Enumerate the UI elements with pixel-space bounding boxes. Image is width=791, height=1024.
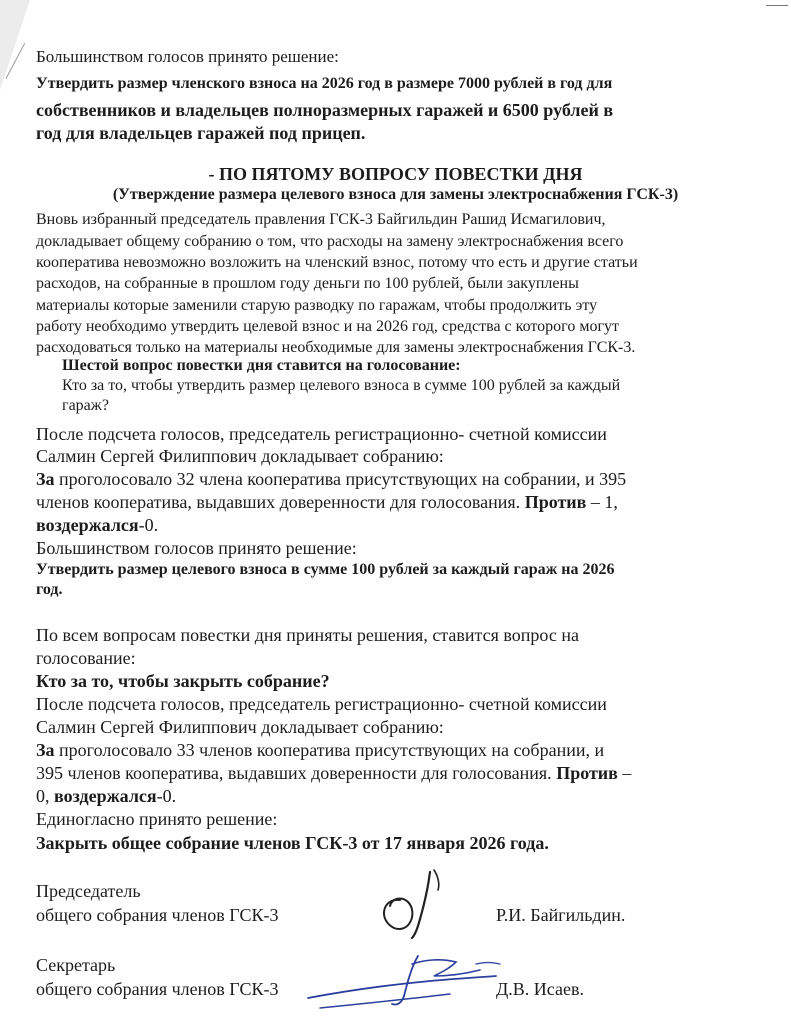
secretary-title: Секретарь	[36, 955, 116, 975]
fee-decision-line: Утвердить размер членского взноса на 2026 год в размере 7000 рублей в год для	[36, 75, 613, 92]
for-label: За	[36, 740, 55, 760]
vote-result-line	[36, 470, 626, 488]
against-count: 0,	[36, 786, 54, 806]
secretary-title: общего собрания членов ГСК-3	[36, 979, 279, 999]
report-line: работу необходимо утвердить целевой взнос и на 2026 год, средства с которого могут	[36, 318, 620, 335]
vote-result-line	[36, 516, 158, 534]
scan-mark	[766, 5, 788, 6]
section-subheading: (Утверждение размера целевого взноса для замены электроснабжения ГСК-3)	[112, 186, 679, 203]
report-line: материалы которые заменили старую разводку по гаражам, чтобы продолжить эту	[36, 297, 598, 314]
count-report-line: Салмин Сергей Филиппович докладывает собранию:	[36, 446, 444, 466]
proxy-text: членов кооператива, выдавших доверенности для голосования.	[36, 492, 525, 512]
folded-corner	[0, 0, 30, 90]
fee-decision-line: собственников и владельцев полноразмерных гаражей и 6500 рублей в	[36, 100, 614, 120]
chairman-name: Р.И. Байгильдин.	[496, 905, 626, 925]
against-label: Против	[524, 492, 587, 512]
vote-question-heading: Шестой вопрос повестки дня ставится на голосование:	[62, 357, 461, 374]
vote-result-line	[36, 741, 604, 759]
closing-question: Кто за то, чтобы закрыть собрание?	[36, 671, 330, 691]
abstain-label: воздержался	[54, 786, 157, 806]
proxy-text: 395 членов кооператива, выдавших доверенности для голосования.	[36, 763, 557, 783]
unanimous-intro: Единогласно принято решение:	[36, 809, 278, 829]
closing-intro-line: По всем вопросам повестки дня приняты решения, ставится вопрос на	[36, 625, 579, 645]
secretary-signature	[300, 946, 510, 1016]
closing-intro-line: голосование:	[36, 648, 136, 668]
abstain-label: воздержался	[36, 515, 139, 535]
decision-intro: Большинством голосов принято решение:	[36, 538, 357, 558]
close-decision: Закрыть общее собрание членов ГСК-3 от 17 января 2026 года.	[36, 833, 549, 853]
abstain-value: -0.	[156, 786, 177, 806]
report-line: Вновь избранный председатель правления ГСК-3 Байгильдин Рашид Исмагилович,	[36, 211, 606, 228]
section-heading: - ПО ПЯТОМУ ВОПРОСУ ПОВЕСТКИ ДНЯ	[208, 164, 583, 184]
count-report-line: После подсчета голосов, председатель регистрационно- счетной комиссии	[36, 694, 607, 714]
target-fee-decision-line: Утвердить размер целевого взноса в сумме 100 рублей за каждый гараж на 2026	[36, 561, 615, 578]
for-text: проголосовало 32 члена кооператива присутствующих на собрании, и 395	[54, 469, 627, 489]
report-line: докладывает общему собранию о том, что расходы на замену электроснабжения всего	[36, 233, 624, 250]
target-fee-decision-line: год.	[36, 581, 63, 598]
against-label: Против	[556, 763, 618, 783]
vote-result-line	[36, 764, 631, 782]
against-value: –	[617, 763, 632, 783]
count-report-line: После подсчета голосов, председатель регистрационно- счетной комиссии	[36, 424, 607, 444]
vote-result-line	[36, 493, 618, 511]
report-line: кооператива невозможно возложить на членский взнос, потому что есть и другие статьи	[36, 254, 638, 271]
chairman-title: Председатель	[36, 881, 141, 901]
vote-question-line: гараж?	[62, 397, 109, 414]
against-value: – 1,	[586, 492, 618, 512]
secretary-name: Д.В. Исаев.	[496, 979, 584, 999]
chairman-signature	[372, 862, 472, 942]
for-text: проголосовало 33 членов кооператива присутствующих на собрании, и	[54, 740, 605, 760]
fee-decision-line: год для владельцев гаражей под прицеп.	[36, 123, 366, 143]
decision-intro: Большинством голосов принято решение:	[36, 47, 339, 66]
report-line: расходов, на собранные в прошлом году деньги по 100 рублей, были закуплены	[36, 275, 579, 292]
vote-result-line	[36, 787, 176, 805]
for-label: За	[36, 469, 55, 489]
chairman-title: общего собрания членов ГСК-3	[36, 905, 279, 925]
report-line: расходоваться только на материалы необходимые для замены электроснабжения ГСК-3.	[36, 339, 636, 356]
count-report-line: Салмин Сергей Филиппович докладывает собранию:	[36, 717, 444, 737]
abstain-value: -0.	[138, 515, 159, 535]
vote-question-line: Кто за то, чтобы утвердить размер целевого взноса в сумме 100 рублей за каждый	[62, 377, 621, 394]
